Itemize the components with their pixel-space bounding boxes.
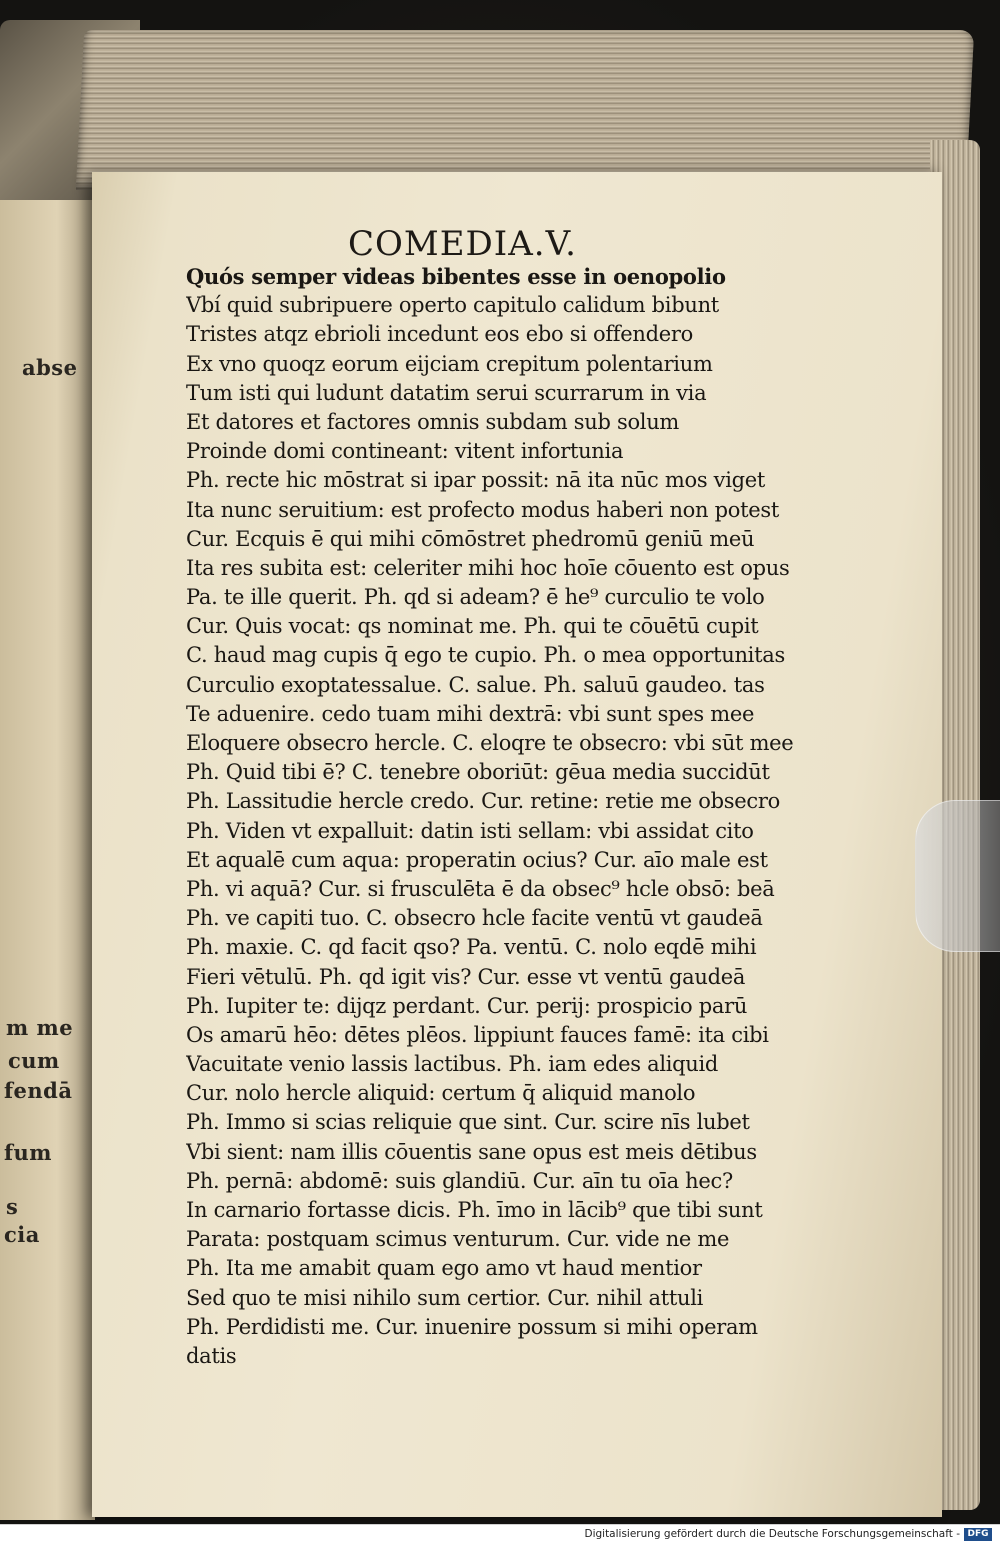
text-line: Quós semper videas bibentes esse in oenopolio [186,264,726,289]
text-line: Cur. Quis vocat: qs nominat me. Ph. qui te cōuētū cupit [186,614,759,639]
text-line: Proinde domi contineant: vitent infortunia [186,439,624,464]
text-line: Ex vno quoqz eorum eijciam crepitum polentarium [186,351,713,376]
text-line: Tristes atqz ebrioli incedunt eos ebo si offendero [186,322,693,347]
text-column [186,262,806,1371]
text-line: datis [186,1343,237,1368]
footer-bar [0,1524,1000,1545]
text-line: Ph. ve capiti tuo. C. obsecro hcle facite ventū vt gaudeā [186,906,763,931]
text-line: Cur. Ecquis ē qui mihi cōmōstret phedromū geniū meū [186,526,755,551]
text-line: Ph. Quid tibi ē? C. tenebre oboriūt: gēua media succidūt [186,760,770,785]
page-block-top-edge [76,30,974,190]
text-line: In carnario fortasse dicis. Ph. īmo in lācib⁹ que tibi sunt [186,1198,763,1222]
left-page-fragment: fum [4,1140,53,1165]
text-line: Ph. vi aquā? Cur. si frusculēta ē da obsec⁹ hcle obsō: beā [186,876,775,901]
text-line: Os amarū hēo: dētes plēos. lippiunt fauces famē: ita cibi [186,1022,769,1047]
text-line: Vbi sient: nam illis cōuentis sane opus est meis dētibus [186,1139,757,1164]
left-page-fragment: fendā [4,1078,73,1103]
left-page-fragment: cia [4,1222,40,1247]
left-facing-page [0,200,95,1520]
text-line: Ph. Viden vt expalluit: datin isti sellam: vbi assidat cito [186,818,754,843]
text-line: Vbí quid subripuere operto capitulo calidum bibunt [186,293,719,318]
text-line: Pa. te ille querit. Ph. qd si adeam? ē he⁹ curculio te volo [186,585,765,610]
text-line: Ph. Iupiter te: dijqz perdant. Cur. perij: prospicio parū [186,993,748,1018]
left-page-fragment: cum [8,1048,60,1073]
text-line: Et datores et factores omnis subdam sub solum [186,409,680,434]
text-line: Ph. Immo si scias reliquie que sint. Cur. scire nīs lubet [186,1110,750,1135]
text-line: Et aqualē cum aqua: properatin ocius? Cur. aīo male est [186,847,768,872]
text-line: C. haud mag cupis q̄ ego te cupio. Ph. o mea opportunitas [186,643,785,668]
page-clip [915,800,1000,952]
text-line: Ph. pernā: abdomē: suis glandiū. Cur. aīn tu oīa hec? [186,1168,733,1193]
text-line: Eloquere obsecro hercle. C. eloqre te obsecro: vbi sūt mee [186,731,794,755]
text-line: Curculio exoptatessalue. C. salue. Ph. saluū gaudeo. tas [186,672,765,697]
text-line: Te aduenire. cedo tuam mihi dextrā: vbi sunt spes mee [186,701,755,726]
text-line: Vacuitate venio lassis lactibus. Ph. iam edes aliquid [186,1052,719,1077]
text-line: Sed quo te misi nihilo sum certior. Cur. nihil attuli [186,1285,704,1310]
text-line: Tum isti qui ludunt datatim serui scurrarum in via [186,380,707,405]
text-line: Cur. nolo hercle aliquid: certum q̄ aliquid manolo [186,1081,696,1106]
text-line: Ph. recte hic mōstrat si ipar possit: nā ita nūc mos viget [186,468,766,493]
text-line: Ita res subita est: celeriter mihi hoc hoīe cōuento est opus [186,555,790,580]
dfg-logo: DFG [964,1528,992,1541]
text-line: Parata: postquam scimus venturum. Cur. vide ne me [186,1227,730,1252]
left-page-fragment: m me [6,1015,74,1040]
text-line: Ph. Lassitudie hercle credo. Cur. retine: retie me obsecro [186,789,780,814]
text-line: Fieri vētulū. Ph. qd igit vis? Cur. esse vt ventū gaudeā [186,964,746,989]
left-page-fragment: s [6,1194,19,1219]
text-line: Ph. Ita me amabit quam ego amo vt haud mentior [186,1256,702,1281]
text-line: Ph. Perdidisti me. Cur. inuenire possum si mihi operam [186,1314,758,1339]
footer-credit: Digitalisierung gefördert durch die Deutsche Forschungsgemeinschaft - [584,1528,960,1540]
text-line: Ph. maxie. C. qd facit qso? Pa. ventū. C. nolo eqdē mihi [186,935,757,960]
left-page-fragment: abse [22,355,78,380]
page-title: COMEDIA.V. [348,224,577,264]
text-line: Ita nunc seruitium: est profecto modus haberi non potest [186,497,779,522]
